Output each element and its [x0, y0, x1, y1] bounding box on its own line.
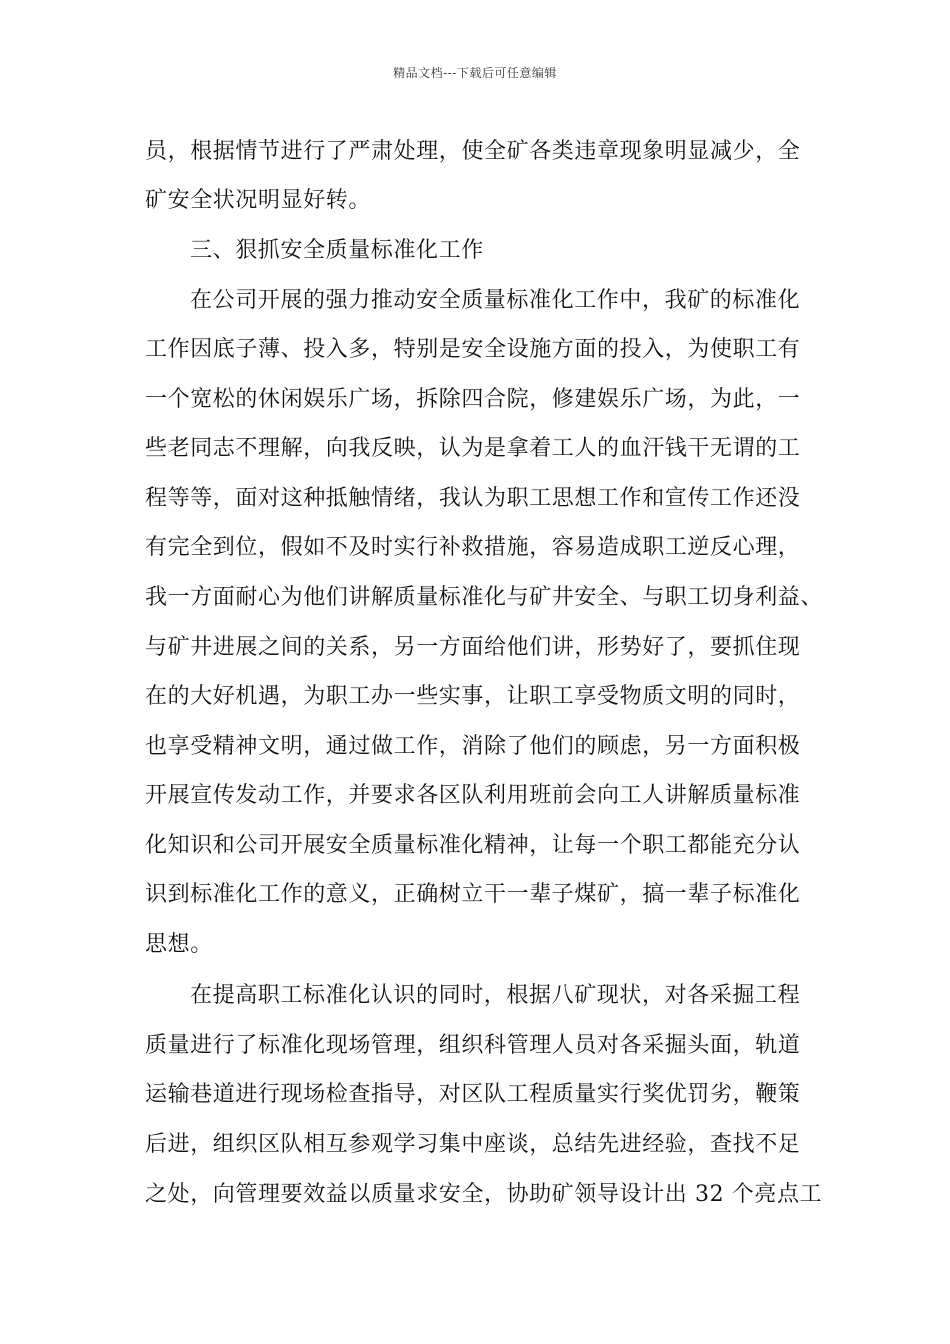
text-line: 有完全到位，假如不及时实行补救措施，容易造成职工逆反心理，: [145, 535, 801, 560]
text-line: 矿安全状况明显好转。: [145, 188, 372, 213]
text-line: 运输巷道进行现场检查指导，对区队工程质量实行奖优罚劣，鞭策: [145, 1082, 801, 1107]
text-line: 识到标准化工作的意义，正确树立干一辈子煤矿，搞一辈子标准化: [145, 882, 801, 907]
text-line: 后进，组织区队相互参观学习集中座谈，总结先进经验，查找不足: [145, 1132, 801, 1157]
text-line: 我一方面耐心为他们讲解质量标准化与矿井安全、与职工切身利益、: [145, 585, 824, 610]
page-header: 精品文档---下载后可任意编辑: [393, 66, 557, 80]
text-line: 在提高职工标准化认识的同时，根据八矿现状，对各采掘工程: [190, 983, 801, 1008]
text-line: 程等等，面对这种抵触情绪，我认为职工思想工作和宣传工作还没: [145, 486, 801, 511]
text-line: 一个宽松的休闲娱乐广场，拆除四合院，修建娱乐广场，为此，一: [145, 387, 801, 412]
text-line: 工作因底子薄、投入多，特别是安全设施方面的投入，为使职工有: [145, 337, 801, 362]
text-line: 质量进行了标准化现场管理，组织科管理人员对各采掘头面，轨道: [145, 1033, 801, 1058]
section-heading: 三、狠抓安全质量标准化工作: [190, 238, 484, 263]
text-line: 些老同志不理解，向我反映，认为是拿着工人的血汗钱干无谓的工: [145, 436, 801, 461]
text-line: 之处，向管理要效益以质量求安全，协助矿领导设计出 32 个亮点工: [145, 1182, 823, 1207]
text-line: 在公司开展的强力推动安全质量标准化工作中，我矿的标准化: [190, 288, 801, 313]
text-line: 化知识和公司开展安全质量标准化精神，让每一个职工都能充分认: [145, 833, 801, 858]
text-line: 与矿井进展之间的关系，另一方面给他们讲，形势好了，要抓住现: [145, 635, 801, 660]
text-line: 员，根据情节进行了严肃处理，使全矿各类违章现象明显减少，全: [145, 139, 801, 164]
text-line: 也享受精神文明，通过做工作，消除了他们的顾虑，另一方面积极: [145, 734, 801, 759]
text-line: 思想。: [145, 932, 213, 957]
text-line: 在的大好机遇，为职工办一些实事，让职工享受物质文明的同时，: [145, 684, 801, 709]
text-line: 开展宣传发动工作，并要求各区队利用班前会向工人讲解质量标准: [145, 783, 801, 808]
